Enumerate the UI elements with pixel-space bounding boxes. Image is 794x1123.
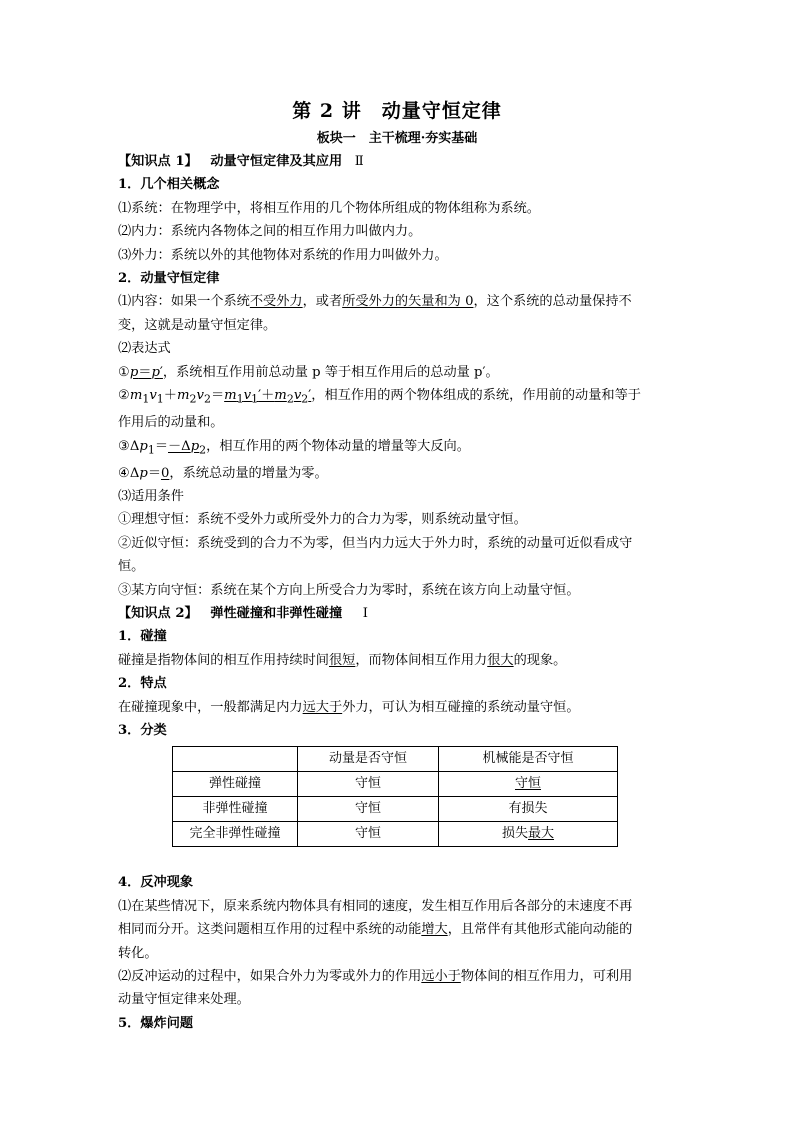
table-cell: 有损失 <box>439 797 618 822</box>
spacer <box>118 857 676 871</box>
table-cell: 守恒 <box>298 772 439 797</box>
condition-direction: ③某方向守恒：系统在某个方向上所受合力为零时，系统在该方向上动量守恒。 <box>118 582 580 598</box>
text: ，这个系统的总动量保持不 <box>473 294 632 310</box>
classification-heading: 3．分类 <box>118 723 167 739</box>
formula-delta-p: $\Delta p_1=-\Delta p_2$ <box>129 438 207 457</box>
table-header-cell <box>173 747 298 772</box>
text: ，系统总动量的增量为零。 <box>169 465 328 481</box>
table-cell: 守恒 <box>298 822 439 847</box>
text: ① <box>118 364 130 380</box>
text: ，而物体间相互作用力 <box>355 652 488 668</box>
concept-internal-force: ⑵内力：系统内各物体之间的相互作用力叫做内力。 <box>118 224 422 240</box>
recoil-p2-line-2: 动量守恒定律来处理。 <box>118 992 250 1008</box>
collision-classification-table <box>172 746 618 847</box>
characteristics-heading: 2．特点 <box>118 676 167 692</box>
kp2-label: 【知识点 2】 <box>118 606 198 621</box>
table-cell: 非弹性碰撞 <box>173 797 298 822</box>
recoil-p1-line-2 <box>118 918 676 941</box>
law-content-line-2: 变，这就是动量守恒定律。 <box>118 317 277 333</box>
table-cell: 守恒 <box>298 797 439 822</box>
expression-3 <box>118 435 676 462</box>
table-cell <box>439 822 618 847</box>
kp2-title: 弹性碰撞和非弹性碰撞 <box>210 606 343 621</box>
underlined-text: 远小于 <box>421 969 461 985</box>
underlined-text: 最大 <box>528 826 555 842</box>
text: ⑵反冲运动的过程中，如果合外力为零或外力的作用 <box>118 969 422 985</box>
table-header-cell: 动量是否守恒 <box>298 747 439 772</box>
table-row <box>173 772 618 797</box>
expression-2-cont: 作用后的动量和。 <box>118 415 224 431</box>
conservation-law-heading: 2．动量守恒定律 <box>118 271 220 287</box>
text: 物体间的相互作用力，可利用 <box>460 969 633 985</box>
collision-heading: 1．碰撞 <box>118 629 167 645</box>
underlined-text: 远大于 <box>302 699 343 715</box>
underlined-text: 很短 <box>329 652 356 668</box>
law-content-line-1 <box>118 290 676 313</box>
document-page <box>118 96 676 1035</box>
concept-external-force: ⑶外力：系统以外的其他物体对系统的作用力叫做外力。 <box>118 247 448 263</box>
collision-definition <box>118 649 676 672</box>
formula-p-equals-p-prime: p＝p′ <box>129 364 163 380</box>
table-row <box>173 797 618 822</box>
text: ，相互作用的两个物体动量的增量等大反向。 <box>206 438 470 454</box>
underlined-text: 不受外力 <box>249 294 303 310</box>
recoil-p1-line-3: 转化。 <box>118 945 158 961</box>
text: 在碰撞现象中，一般都满足内力 <box>118 699 303 715</box>
concepts-heading: 1．几个相关概念 <box>118 177 220 193</box>
text: ，系统相互作用前总动量 p 等于相互作用后的总动量 p′。 <box>162 364 499 380</box>
underlined-text: 很大 <box>487 652 514 668</box>
expression-1 <box>118 361 676 384</box>
underlined-text: 守恒 <box>514 776 541 792</box>
table-cell: 完全非弹性碰撞 <box>173 822 298 847</box>
kp2-level: Ⅰ <box>362 606 368 621</box>
text: 的现象。 <box>513 652 567 668</box>
characteristics-text <box>118 696 676 719</box>
recoil-heading: 4．反冲现象 <box>118 875 194 891</box>
text: ，且常伴有其他形式能向动能的 <box>447 922 633 938</box>
underlined-text: 所受外力的矢量和为 0 <box>342 294 474 310</box>
text: ，或者 <box>302 294 343 310</box>
text: ⑴内容：如果一个系统 <box>118 294 250 310</box>
kp1-label: 【知识点 1】 <box>118 154 198 169</box>
recoil-p1-line-1: ⑴在某些情况下，原来系统内物体具有相同的速度，发生相互作用后各部分的末速度不再 <box>118 898 633 914</box>
table-header-row <box>173 747 618 772</box>
knowledge-point-1-heading <box>118 150 676 173</box>
underlined-text: 增大 <box>421 922 448 938</box>
condition-approx-line-1: ②近似守恒：系统受到的合力不为零，但当内力远大于外力时，系统的动量可近似看成守 <box>118 535 633 551</box>
text: 相同而分开。这类问题相互作用的过程中系统的动能 <box>118 922 422 938</box>
text: ② <box>118 388 130 404</box>
section-subtitle: 板块一 主干梳理·夯实基础 <box>316 131 478 146</box>
expression-heading: ⑵表达式 <box>118 341 171 357</box>
text: ④ <box>118 465 130 481</box>
kp1-level: Ⅱ <box>354 154 364 169</box>
text: 损失 <box>501 826 528 842</box>
explosion-heading: 5．爆炸问题 <box>118 1015 194 1031</box>
text: 外力，可认为相互碰撞的系统动量守恒。 <box>342 699 580 715</box>
text: ，相互作用的两个物体组成的系统，作用前的动量和等于 <box>311 388 641 404</box>
recoil-p2-line-1 <box>118 965 676 988</box>
expression-2 <box>118 384 676 411</box>
table-header-cell: 机械能是否守恒 <box>439 747 618 772</box>
formula-momentum-sum: $m_1v_1+m_2v_2=m_1v_1'+m_2v_2'$ <box>129 388 312 406</box>
table-cell: 弹性碰撞 <box>173 772 298 797</box>
text: 碰撞是指物体间的相互作用持续时间 <box>118 652 329 668</box>
formula-delta-p-zero: Δp＝0 <box>129 465 170 481</box>
concept-system: ⑴系统：在物理学中，将相互作用的几个物体所组成的物体组称为系统。 <box>118 200 540 216</box>
text: ③ <box>118 438 130 454</box>
condition-approx-line-2: 恒。 <box>118 559 145 575</box>
kp1-title: 动量守恒定律及其应用 <box>210 154 343 169</box>
condition-ideal: ①理想守恒：系统不受外力或所受外力的合力为零，则系统动量守恒。 <box>118 512 527 528</box>
knowledge-point-2-heading <box>118 602 676 625</box>
table-row <box>173 822 618 847</box>
page-title: 第 2 讲 动量守恒定律 <box>292 100 502 122</box>
table-cell <box>439 772 618 797</box>
expression-4 <box>118 462 676 485</box>
conditions-heading: ⑶适用条件 <box>118 488 184 504</box>
